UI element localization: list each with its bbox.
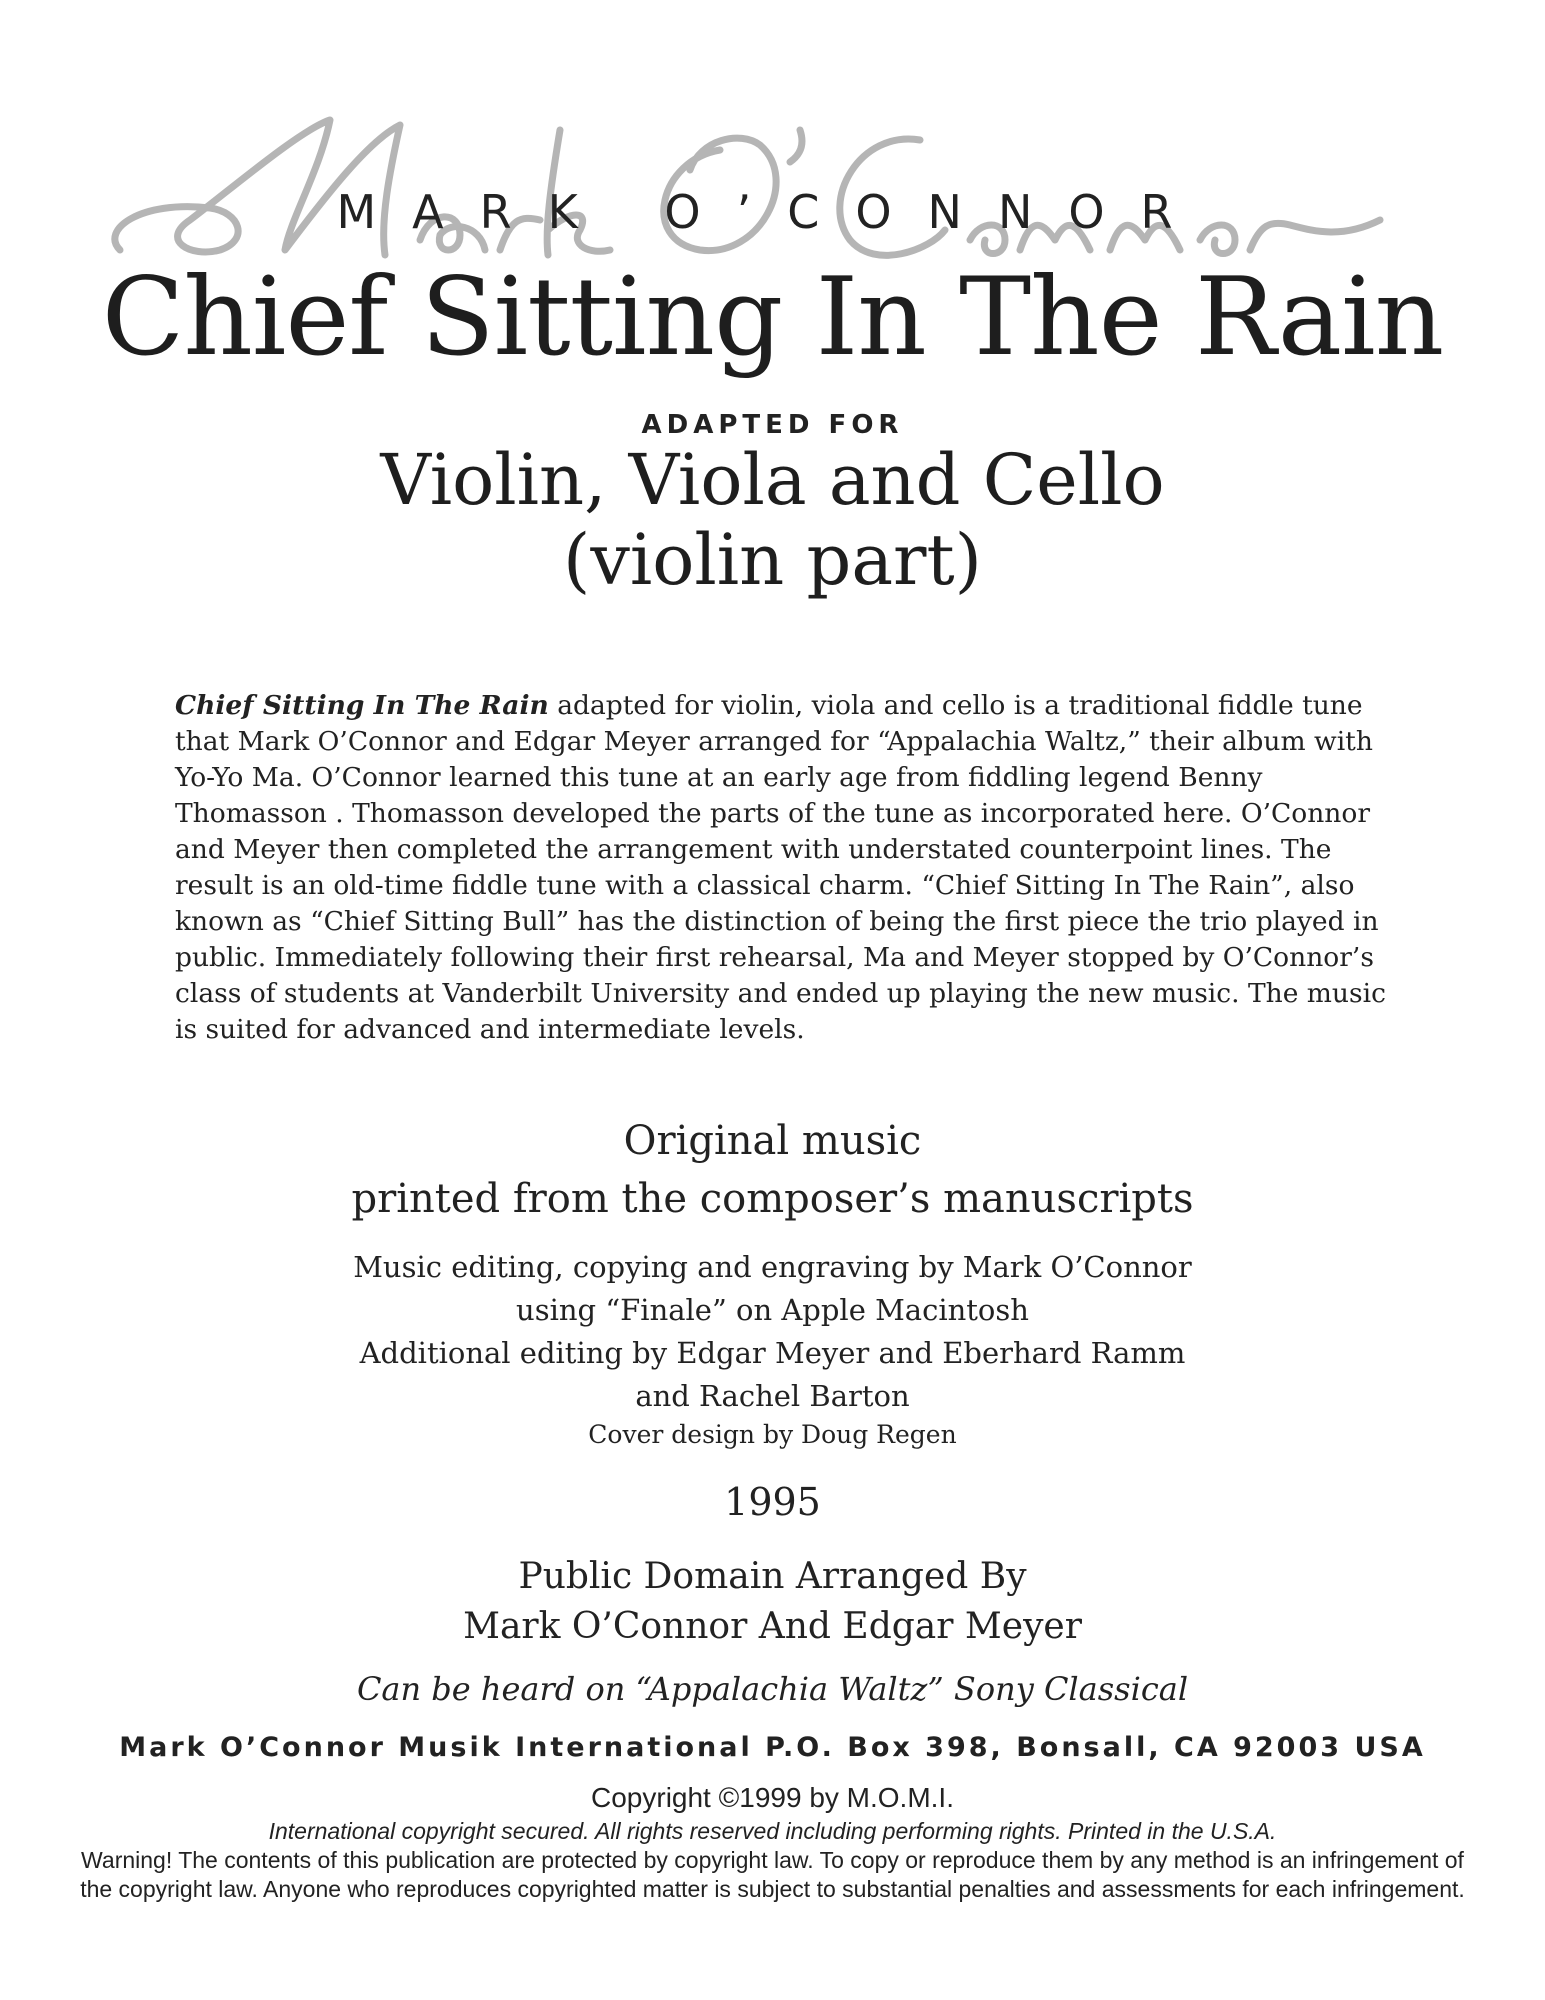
- instrumentation-line-2: (violin part): [563, 519, 982, 601]
- arrangement-line-2: Mark O’Connor And Edgar Meyer: [463, 1606, 1082, 1647]
- editing-credits: [0, 1246, 1545, 1418]
- editing-line-3: Additional editing by Edgar Meyer and Eberhard Ramm: [359, 1336, 1186, 1370]
- description-paragraph: [175, 688, 1395, 1048]
- original-line-1: Original music: [623, 1118, 922, 1164]
- recording-note: Can be heard on “Appalachia Waltz” Sony Classical: [356, 1670, 1189, 1708]
- composer-name: MARK O’CONNOR: [336, 185, 1209, 239]
- editing-line-1: Music editing, copying and engraving by Mark O’Connor: [353, 1250, 1192, 1284]
- cover-design-credit: Cover design by Doug Regen: [588, 1420, 957, 1449]
- arrangement-credit: [0, 1552, 1545, 1652]
- instrumentation: [0, 440, 1545, 600]
- arrangement-line-1: Public Domain Arranged By: [518, 1556, 1027, 1597]
- publisher-address: Mark O’Connor Musik International P.O. Box 398, Bonsall, CA 92003 USA: [119, 1732, 1426, 1763]
- editing-line-4: and Rachel Barton: [635, 1379, 910, 1413]
- rights-line: International copyright secured. All rights reserved including performing rights. Printed in the U.S.A.: [268, 1818, 1277, 1844]
- piece-title: Chief Sitting In The Rain: [101, 255, 1444, 380]
- description-body: adapted for violin, viola and cello is a traditional fiddle tune that Mark O’Connor and Edgar Meyer arranged for “Appalachia Waltz,” their album with Yo-Yo Ma. O’Connor learned this tune at an early age from fiddling legend Benny Thomasson . Thomasson developed the parts of the tune as incorporated here. O’Connor and Meyer then completed the arrangement with understated counterpoint lines. The result is an old-time fiddle tune with a classical charm. “Chief Sitting In The Rain”, also known as “Chief Sitting Bull” has the distinction of being the first piece the trio played in public. Immediately following their first rehearsal, Ma and Meyer stopped by O’Connor’s class of students at Vanderbilt University and ended up playing the new music. The music is suited for advanced and intermediate levels.: [175, 690, 1386, 1045]
- copyright-warning: Warning! The contents of this publication are protected by copyright law. To copy or reproduce them by any method is an infringement of the copyright law. Anyone who reproduces copyrighted matter is subject to substantial penalties and assessments for each infringement.: [80, 1847, 1465, 1902]
- copyright-line: Copyright ©1999 by M.O.M.I.: [591, 1782, 954, 1813]
- description-lead: Chief Sitting In The Rain: [175, 690, 549, 721]
- original-music-note: [0, 1112, 1545, 1228]
- year: 1995: [724, 1480, 821, 1524]
- instrumentation-line-1: Violin, Viola and Cello: [380, 439, 1165, 521]
- adapted-for-label: ADAPTED FOR: [641, 410, 904, 440]
- editing-line-2: using “Finale” on Apple Macintosh: [516, 1293, 1029, 1327]
- original-line-2: printed from the composer’s manuscripts: [351, 1176, 1194, 1222]
